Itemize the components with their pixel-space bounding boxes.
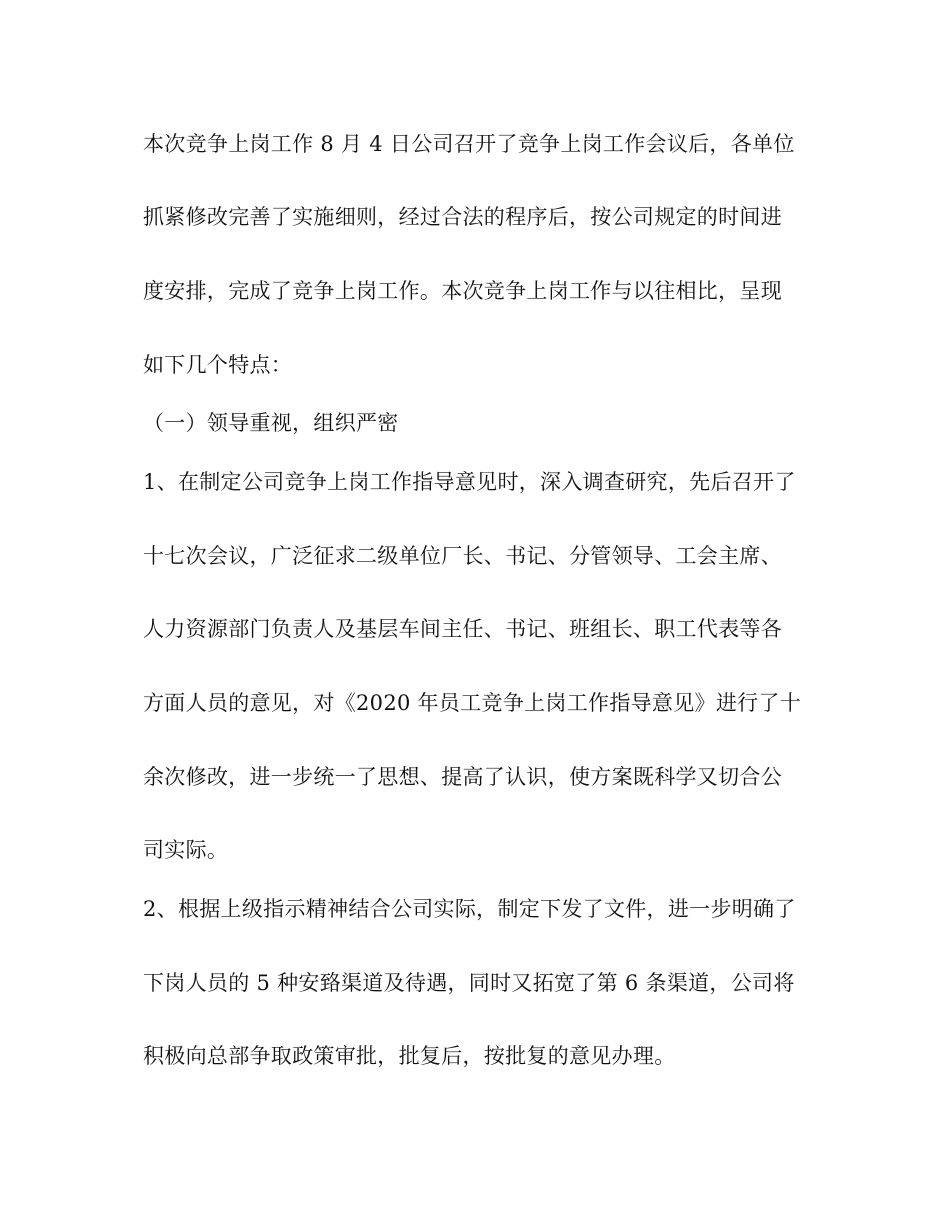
section-heading: （一）领导重视，组织严密: [143, 411, 399, 435]
paragraph-line: 十七次会议，广泛征求二级单位厂长、书记、分管领导、工会主席、: [143, 544, 782, 568]
paragraph-line: 2、根据上级指示精神结合公司实际，制定下发了文件，进一步明确了: [143, 897, 796, 921]
paragraph-line: 如下几个特点：: [143, 353, 293, 377]
paragraph-line: 下岗人员的 5 种安臵渠道及待遇，同时又拓宽了第 6 条渠道，公司将: [143, 971, 795, 995]
paragraph-line: 余次修改，进一步统一了思想、提高了认识，使方案既科学又切合公: [143, 765, 782, 789]
paragraph-line: 方面人员的意见，对《2020 年员工竞争上岗工作指导意见》进行了十: [143, 691, 802, 715]
paragraph-line: 1、在制定公司竞争上岗工作指导意见时，深入调查研究，先后召开了: [143, 470, 796, 494]
paragraph-line: 度安排，完成了竞争上岗工作。本次竞争上岗工作与以往相比，呈现: [143, 279, 782, 303]
paragraph-line: 本次竞争上岗工作 8 月 4 日公司召开了竞争上岗工作会议后，各单位: [143, 132, 795, 156]
paragraph-line: 抓紧修改完善了实施细则，经过合法的程序后，按公司规定的时间进: [143, 205, 782, 229]
paragraph-line: 积极向总部争取政策审批，批复后，按批复的意见办理。: [143, 1044, 676, 1068]
paragraph-line: 人力资源部门负责人及基层车间主任、书记、班组长、职工代表等各: [143, 617, 782, 641]
paragraph-line: 司实际。: [143, 838, 229, 862]
